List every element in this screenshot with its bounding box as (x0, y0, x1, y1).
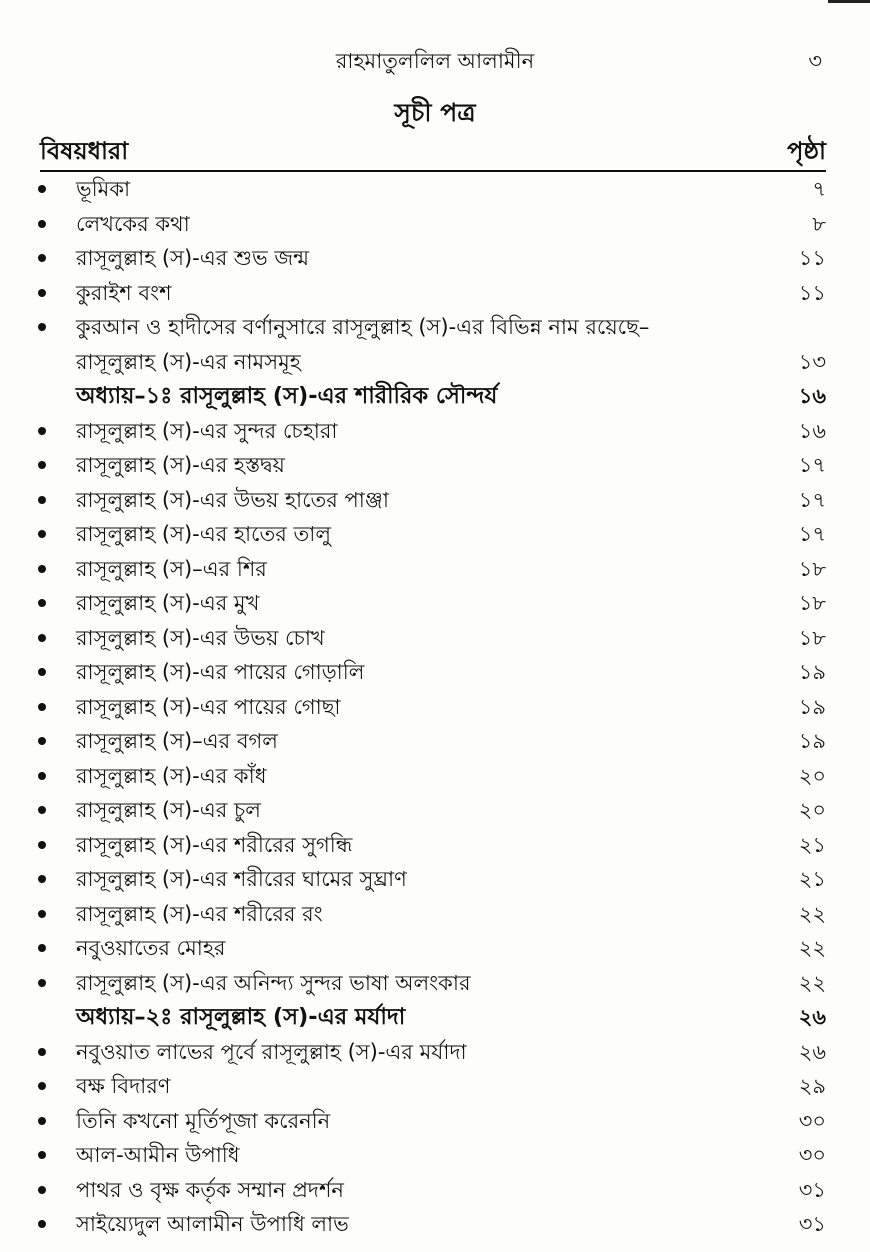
bullet-icon (38, 944, 46, 952)
toc-entry-page: ১৮ (798, 591, 826, 615)
toc-entry-title: রাসূলুল্লাহ (স)-এর অনিন্দ্য সুন্দর ভাষা অলংকার (76, 970, 471, 995)
toc-entry-title: রাসূলুল্লাহ (স)-এর মুখ (76, 591, 260, 615)
toc-entry-page: ১৮ (798, 556, 826, 581)
bullet-icon (38, 634, 46, 642)
bullet-icon (38, 565, 46, 573)
bullet-icon (38, 185, 46, 193)
bullet-icon (38, 1082, 46, 1090)
toc-entry-title: পাথর ও বৃক্ষ কর্তৃক সম্মান প্রদর্শন (76, 1177, 344, 1202)
bullet-icon (38, 427, 46, 435)
toc-chapter-row (0, 1002, 870, 1037)
toc-entry-title: রাসূলুল্লাহ (স)-এর উভয় হাতের পাঞ্জা (76, 487, 389, 512)
toc-entry-page: ২০ (798, 763, 826, 788)
toc-entry-page: ২০ (798, 798, 826, 822)
toc-entry-title: বক্ষ বিদারণ (76, 1074, 171, 1098)
bullet-icon (38, 806, 46, 814)
toc-entry-page: ২৬ (798, 1005, 826, 1029)
toc-entry-page: ৩০ (798, 1108, 826, 1133)
toc-entry-row (0, 1175, 870, 1210)
bullet-icon (38, 703, 46, 711)
bullet-icon (38, 599, 46, 607)
toc-entry-title: রাসূলুল্লাহ (স)–এর শির (76, 556, 267, 581)
toc-entry-title: রাসূলুল্লাহ (স)-এর শরীরের রং (76, 901, 323, 926)
toc-entry-title: নবুওয়াতের মোহর (76, 936, 226, 960)
toc-entry-row (0, 1106, 870, 1141)
bullet-icon (38, 530, 46, 538)
bullet-icon (38, 979, 46, 987)
bullet-icon (38, 737, 46, 745)
toc-entry-row (0, 623, 870, 658)
toc-entry-title: অধ্যায়–১ঃ রাসূলুল্লাহ (স)-এর শারীরিক সৌন্দর্য (76, 383, 498, 409)
toc-entry-page: ১১ (798, 280, 826, 305)
toc-entry-page: ২৬ (798, 1039, 826, 1064)
toc-entry-page: ১৮ (798, 625, 826, 650)
toc-entry-page: ২২ (798, 970, 826, 995)
running-title: রাহমাতুললিল আলামীন (335, 49, 535, 73)
toc-entry-row (0, 1037, 870, 1072)
toc-entry-title: রাসূলুল্লাহ (স)-এর শরীরের সুগন্ধি (76, 832, 353, 857)
toc-entry-title: লেখকের কথা (76, 211, 190, 236)
bullet-icon (38, 772, 46, 780)
topic-column-header: বিষয়ধারা (40, 137, 129, 165)
toc-entry-page: ২১ (798, 832, 826, 857)
toc-entry-row (0, 450, 870, 485)
bullet-icon (38, 1220, 46, 1228)
toc-entry-row (0, 554, 870, 589)
toc-entry-title: রাসূলুল্লাহ (স)-এর কাঁধ (76, 763, 267, 788)
toc-entry-title: রাসূলুল্লাহ (স)–এর বগল (76, 729, 278, 753)
toc-entry-row (0, 830, 870, 865)
toc-entry-row (0, 726, 870, 761)
toc-entry-page: ৩০ (798, 1143, 826, 1167)
bullet-icon (38, 1117, 46, 1125)
toc-entry-row (0, 968, 870, 1003)
bullet-icon (38, 1151, 46, 1159)
toc-entry-page: ৩১ (798, 1212, 826, 1236)
toc-entry-title: রাসূলুল্লাহ (স)-এর হাতের তালু (76, 522, 331, 546)
toc-entry-page: ১৯ (798, 729, 826, 753)
toc-entry-row (0, 174, 870, 209)
toc-list (0, 174, 870, 1244)
toc-entry-page: ১৬ (798, 418, 826, 443)
toc-entry-title: কুরআন ও হাদীসের বর্ণানুসারে রাসূলুল্লাহ (স)-এর বিভিন্ন নাম রয়েছে– (76, 315, 650, 339)
toc-entry-page: ১৭ (798, 487, 826, 512)
toc-entry-page: ১৭ (798, 522, 826, 546)
toc-entry-row (0, 1209, 870, 1244)
toc-entry-page: ১১ (798, 246, 826, 270)
toc-entry-row (0, 795, 870, 830)
bullet-icon (38, 875, 46, 883)
toc-entry-row (0, 209, 870, 244)
toc-entry-row (0, 1140, 870, 1175)
toc-entry-row (0, 1071, 870, 1106)
bullet-icon (38, 254, 46, 262)
page-number: ৩ (808, 49, 822, 73)
toc-entry-page: ১৯ (798, 660, 826, 684)
bullet-icon (38, 1048, 46, 1056)
bullet-icon (38, 461, 46, 469)
toc-entry-page: ১৭ (798, 453, 826, 477)
toc-entry-row (0, 864, 870, 899)
toc-entry-row (0, 899, 870, 934)
toc-entry-row (0, 519, 870, 554)
toc-entry-row (0, 657, 870, 692)
toc-entry-title: আল-আমীন উপাধি (76, 1143, 240, 1167)
toc-heading: সূচী পত্র (394, 98, 476, 127)
toc-entry-title: তিনি কখনো মূর্তিপূজা করেননি (76, 1108, 331, 1133)
bullet-icon (38, 496, 46, 504)
toc-entry-page: ২২ (798, 936, 826, 960)
toc-entry-title: রাসূলুল্লাহ (স)-এর নামসমূহ (76, 349, 301, 374)
toc-entry-row (0, 416, 870, 451)
toc-entry-title: নবুওয়াত লাভের পূর্বে রাসূলুল্লাহ (স)-এর মর্যাদা (76, 1039, 467, 1064)
toc-entry-title: ভূমিকা (76, 177, 131, 201)
toc-entry-title: রাসূলুল্লাহ (স)-এর পায়ের গোছা (76, 694, 341, 719)
bullet-icon (38, 220, 46, 228)
toc-entry-page: ২২ (798, 901, 826, 926)
toc-entry-title: রাসূলুল্লাহ (স)-এর হস্তদ্বয় (76, 453, 285, 477)
toc-entry-page: ২১ (798, 867, 826, 891)
toc-entry-row (0, 278, 870, 313)
toc-entry-page: ১৩ (798, 349, 826, 374)
bullet-icon (38, 910, 46, 918)
toc-entry-row (0, 588, 870, 623)
toc-entry-page: ২৯ (798, 1074, 826, 1098)
page-column-header: পৃষ্ঠা (787, 137, 826, 165)
running-header (0, 46, 870, 76)
toc-entry-title: রাসূলুল্লাহ (স)-এর পায়ের গোড়ালি (76, 660, 365, 684)
toc-entry-row (0, 761, 870, 796)
toc-column-headers (40, 134, 826, 168)
toc-entry-row (0, 347, 870, 382)
scan-corner-mark (828, 0, 870, 3)
toc-entry-title: রাসূলুল্লাহ (স)-এর সুন্দর চেহারা (76, 418, 338, 443)
bullet-icon (38, 1186, 46, 1194)
bullet-icon (38, 289, 46, 297)
header-rule (40, 170, 826, 172)
bullet-icon (38, 841, 46, 849)
toc-entry-row (0, 933, 870, 968)
toc-entry-page: ৩১ (798, 1177, 826, 1202)
toc-entry-page: ১৯ (798, 694, 826, 719)
bullet-icon (38, 323, 46, 331)
toc-entry-page: ৮ (812, 211, 826, 236)
toc-entry-title: সাইয়্যেদুল আলামীন উপাধি লাভ (76, 1212, 349, 1236)
toc-entry-title: অধ্যায়–২ঃ রাসূলুল্লাহ (স)-এর মর্যাদা (76, 1004, 406, 1030)
toc-entry-title: রাসূলুল্লাহ (স)-এর চুল (76, 798, 261, 822)
toc-entry-row (0, 243, 870, 278)
toc-entry-page: ৭ (812, 177, 826, 201)
toc-entry-title: রাসূলুল্লাহ (স)-এর উভয় চোখ (76, 625, 325, 650)
toc-chapter-row (0, 381, 870, 416)
toc-entry-row (0, 692, 870, 727)
bullet-icon (38, 668, 46, 676)
toc-entry-row (0, 312, 870, 347)
toc-entry-title: রাসূলুল্লাহ (স)-এর শরীরের ঘামের সুঘ্রাণ (76, 867, 407, 891)
toc-entry-title: রাসূলুল্লাহ (স)-এর শুভ জন্ম (76, 246, 310, 270)
toc-entry-row (0, 485, 870, 520)
toc-entry-title: কুরাইশ বংশ (76, 280, 172, 305)
toc-entry-page: ১৬ (798, 384, 826, 408)
